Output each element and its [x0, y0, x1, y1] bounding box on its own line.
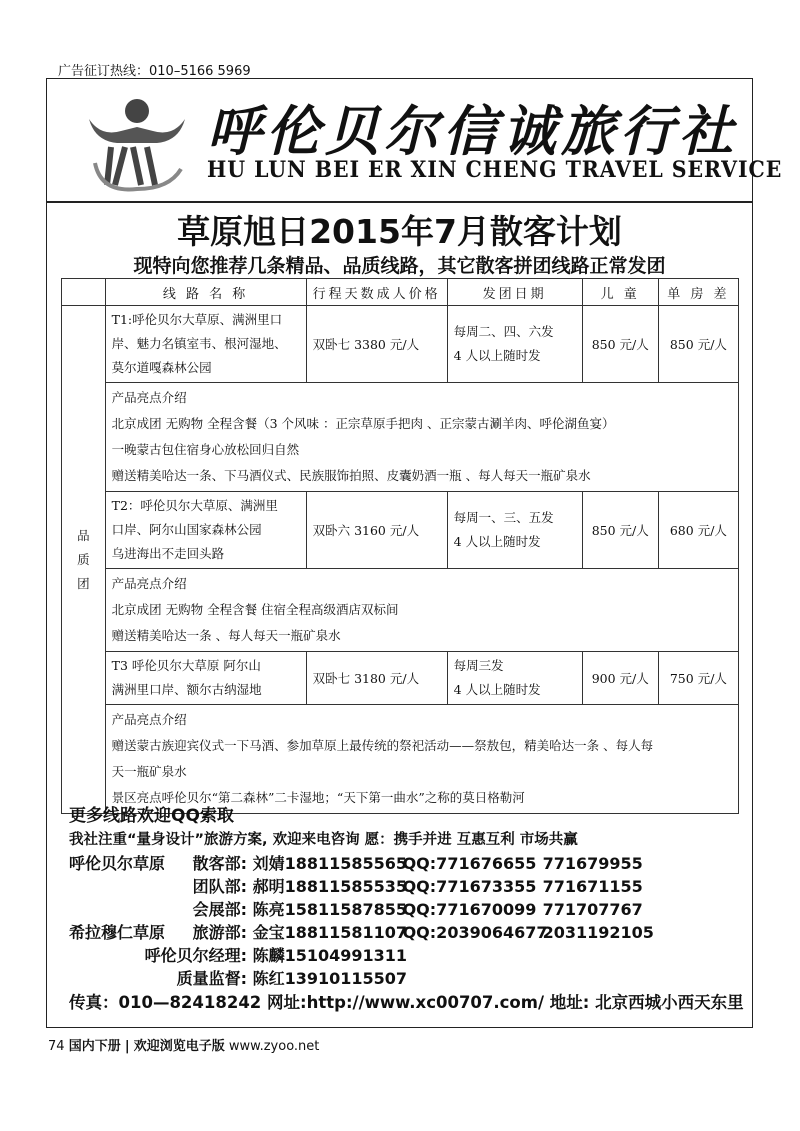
route-name — [105, 306, 306, 383]
highlight-line: 北京成团 无购物 全程含餐 住宿全程高级酒店双标间 — [111, 602, 399, 617]
route-price: 双卧七 3380 元/人 — [306, 306, 447, 383]
contact-region: 呼伦贝尔草原 — [69, 854, 166, 873]
highlight-line: 景区亮点呼伦贝尔“第二森林”二卡湿地；“天下第一曲水”之称的莫日格勒河 — [111, 790, 525, 805]
contact-qq: QQ:771676655 — [402, 854, 537, 873]
route-date-line: 每周二、四、六发 — [453, 324, 554, 339]
highlight-line: 产品亮点介绍 — [111, 576, 187, 591]
contact-qq-alt: 2031192105 — [542, 923, 654, 942]
contact-row — [69, 874, 643, 897]
contact-person: 陈亮15811587855 — [252, 900, 408, 919]
contact-qq-alt: 771671155 — [542, 877, 643, 896]
header-side-blank — [62, 279, 106, 306]
quality-group-label — [62, 306, 106, 814]
agency-name-en: HU LUN BEI ER XIN CHENG TRAVEL SERVICE — [207, 157, 783, 183]
route-name-line: T2：呼伦贝尔大草原、满洲里 — [111, 498, 278, 513]
side-char: 质 — [77, 551, 90, 567]
route-name-line: 乌进海出不走回头路 — [111, 546, 225, 561]
route-name-line: 满洲里口岸、额尔古纳湿地 — [111, 682, 262, 697]
route-child-price: 900 元/人 — [582, 652, 658, 705]
agency-name-cn: 呼伦贝尔信诚旅行社 — [207, 99, 738, 163]
contact-row — [69, 897, 643, 920]
highlight-row — [62, 705, 739, 814]
route-date-line: 4 人以上随时发 — [453, 348, 541, 363]
route-child-price: 850 元/人 — [582, 306, 658, 383]
route-single-room: 750 元/人 — [658, 652, 738, 705]
route-name-line: 岸、魅力名镇室韦、根河湿地、 — [111, 336, 287, 351]
contact-dept: 团队部: — [192, 877, 247, 896]
contact-dept: 散客部: — [192, 854, 247, 873]
contact-qq-alt: 771679955 — [542, 854, 643, 873]
contact-person: 郝明18811585535 — [252, 877, 408, 896]
table-header-row — [62, 279, 739, 306]
route-price: 双卧七 3180 元/人 — [306, 652, 447, 705]
highlight-line: 天一瓶矿泉水 — [111, 764, 187, 779]
route-highlights — [105, 383, 738, 492]
col-route-name: 线 路 名 称 — [105, 279, 306, 306]
ad-hotline: 广告征订热线：010–5166 5969 — [58, 64, 251, 79]
route-highlights — [105, 569, 738, 652]
section-name: 国内下册 — [68, 1039, 121, 1054]
side-char: 品 — [77, 527, 90, 543]
contact-region: 希拉穆仁草原 — [69, 923, 166, 942]
highlight-line: 赠送精美哈达一条 、每人每天一瓶矿泉水 — [111, 628, 341, 643]
contact-dept: 呼伦贝尔经理: — [144, 946, 247, 965]
route-name — [105, 492, 306, 569]
route-price: 双卧六 3160 元/人 — [306, 492, 447, 569]
plan-title: 草原旭日2015年7月散客计划 — [177, 212, 622, 251]
contact-person: 陈麟15104991311 — [252, 946, 408, 965]
footer-url[interactable]: www.zyoo.net — [228, 1039, 320, 1054]
contact-dept: 旅游部: — [192, 923, 247, 942]
highlight-line: 赠送蒙古族迎宾仪式一下马酒、参加草原上最传统的祭祀活动——祭敖包，精美哈达一条 、每人每 — [111, 738, 654, 753]
contact-person: 金宝18811581107 — [252, 923, 408, 942]
footer-slogan: 欢迎浏览电子版 — [133, 1039, 225, 1054]
route-date-line: 4 人以上随时发 — [453, 534, 541, 549]
route-name-line: 莫尔道嘎森林公园 — [111, 360, 212, 375]
contact-qq-alt: 771707767 — [542, 900, 643, 919]
plan-subtitle: 现特向您推荐几条精品、品质线路，其它散客拼团线路正常发团 — [133, 255, 666, 277]
col-child: 儿 童 — [582, 279, 658, 306]
col-date: 发团日期 — [447, 279, 582, 306]
highlight-row — [62, 569, 739, 652]
contact-row — [69, 851, 643, 874]
route-date-line: 每周三发 — [453, 658, 504, 673]
col-single-room: 单 房 差 — [658, 279, 738, 306]
fax-website-address: 传真：010—82418242 网址:http://www.xc00707.com/ 地址: 北京西城小西天东里 — [69, 993, 744, 1012]
page-footer — [48, 1035, 319, 1054]
route-name-line: T3 呼伦贝尔大草原 阿尔山 — [111, 658, 261, 673]
route-name-line: T1:呼伦贝尔大草原、满洲里口 — [111, 312, 283, 327]
route-name-line: 口岸、阿尔山国家森林公园 — [111, 522, 262, 537]
route-date — [447, 652, 582, 705]
agency-header — [47, 79, 783, 203]
agency-logo-icon — [81, 93, 191, 193]
page-frame — [46, 78, 783, 1028]
route-highlights — [105, 705, 738, 814]
route-date-line: 4 人以上随时发 — [453, 682, 541, 697]
contact-row — [69, 966, 407, 989]
agency-motto: 我社注重“量身设计”旅游方案, 欢迎来电咨询 愿：携手并进 互惠互利 市场共赢 — [69, 832, 578, 848]
contact-person: 陈红13910115507 — [252, 969, 408, 988]
contact-person: 刘婧18811585565 — [252, 854, 408, 873]
side-char: 团 — [77, 575, 90, 591]
route-date-line: 每周一、三、五发 — [453, 510, 554, 525]
route-child-price: 850 元/人 — [582, 492, 658, 569]
highlight-line: 北京成团 无购物 全程含餐（3 个风味 ：正宗草原手把肉 、正宗蒙古涮羊肉、呼伦湖鱼宴） — [111, 416, 615, 431]
contact-row — [69, 943, 407, 966]
highlight-line: 一晚蒙古包住宿身心放松回归自然 — [111, 442, 300, 457]
page-number: 74 — [48, 1039, 65, 1054]
contact-row — [69, 920, 654, 943]
col-price: 行程天数成人价格 — [306, 279, 447, 306]
route-single-room: 680 元/人 — [658, 492, 738, 569]
route-row — [62, 492, 739, 569]
contact-dept: 质量监督: — [176, 969, 247, 988]
contact-dept: 会展部: — [192, 900, 247, 919]
routes-table — [61, 278, 739, 814]
route-single-room: 850 元/人 — [658, 306, 738, 383]
route-date — [447, 306, 582, 383]
more-routes-note: 更多线路欢迎QQ索取 — [69, 806, 234, 826]
route-row — [62, 306, 739, 383]
highlight-line: 产品亮点介绍 — [111, 712, 187, 727]
contact-qq: QQ:2039064677 — [402, 923, 548, 942]
contact-qq: QQ:771670099 — [402, 900, 537, 919]
highlight-line: 产品亮点介绍 — [111, 390, 187, 405]
route-date — [447, 492, 582, 569]
footer-divider: | — [124, 1039, 130, 1054]
highlight-line: 赠送精美哈达一条、下马酒仪式、民族服饰拍照、皮囊奶酒一瓶 、每人每天一瓶矿泉水 — [111, 468, 591, 483]
highlight-row — [62, 383, 739, 492]
contact-qq: QQ:771673355 — [402, 877, 537, 896]
route-row — [62, 652, 739, 705]
route-name — [105, 652, 306, 705]
